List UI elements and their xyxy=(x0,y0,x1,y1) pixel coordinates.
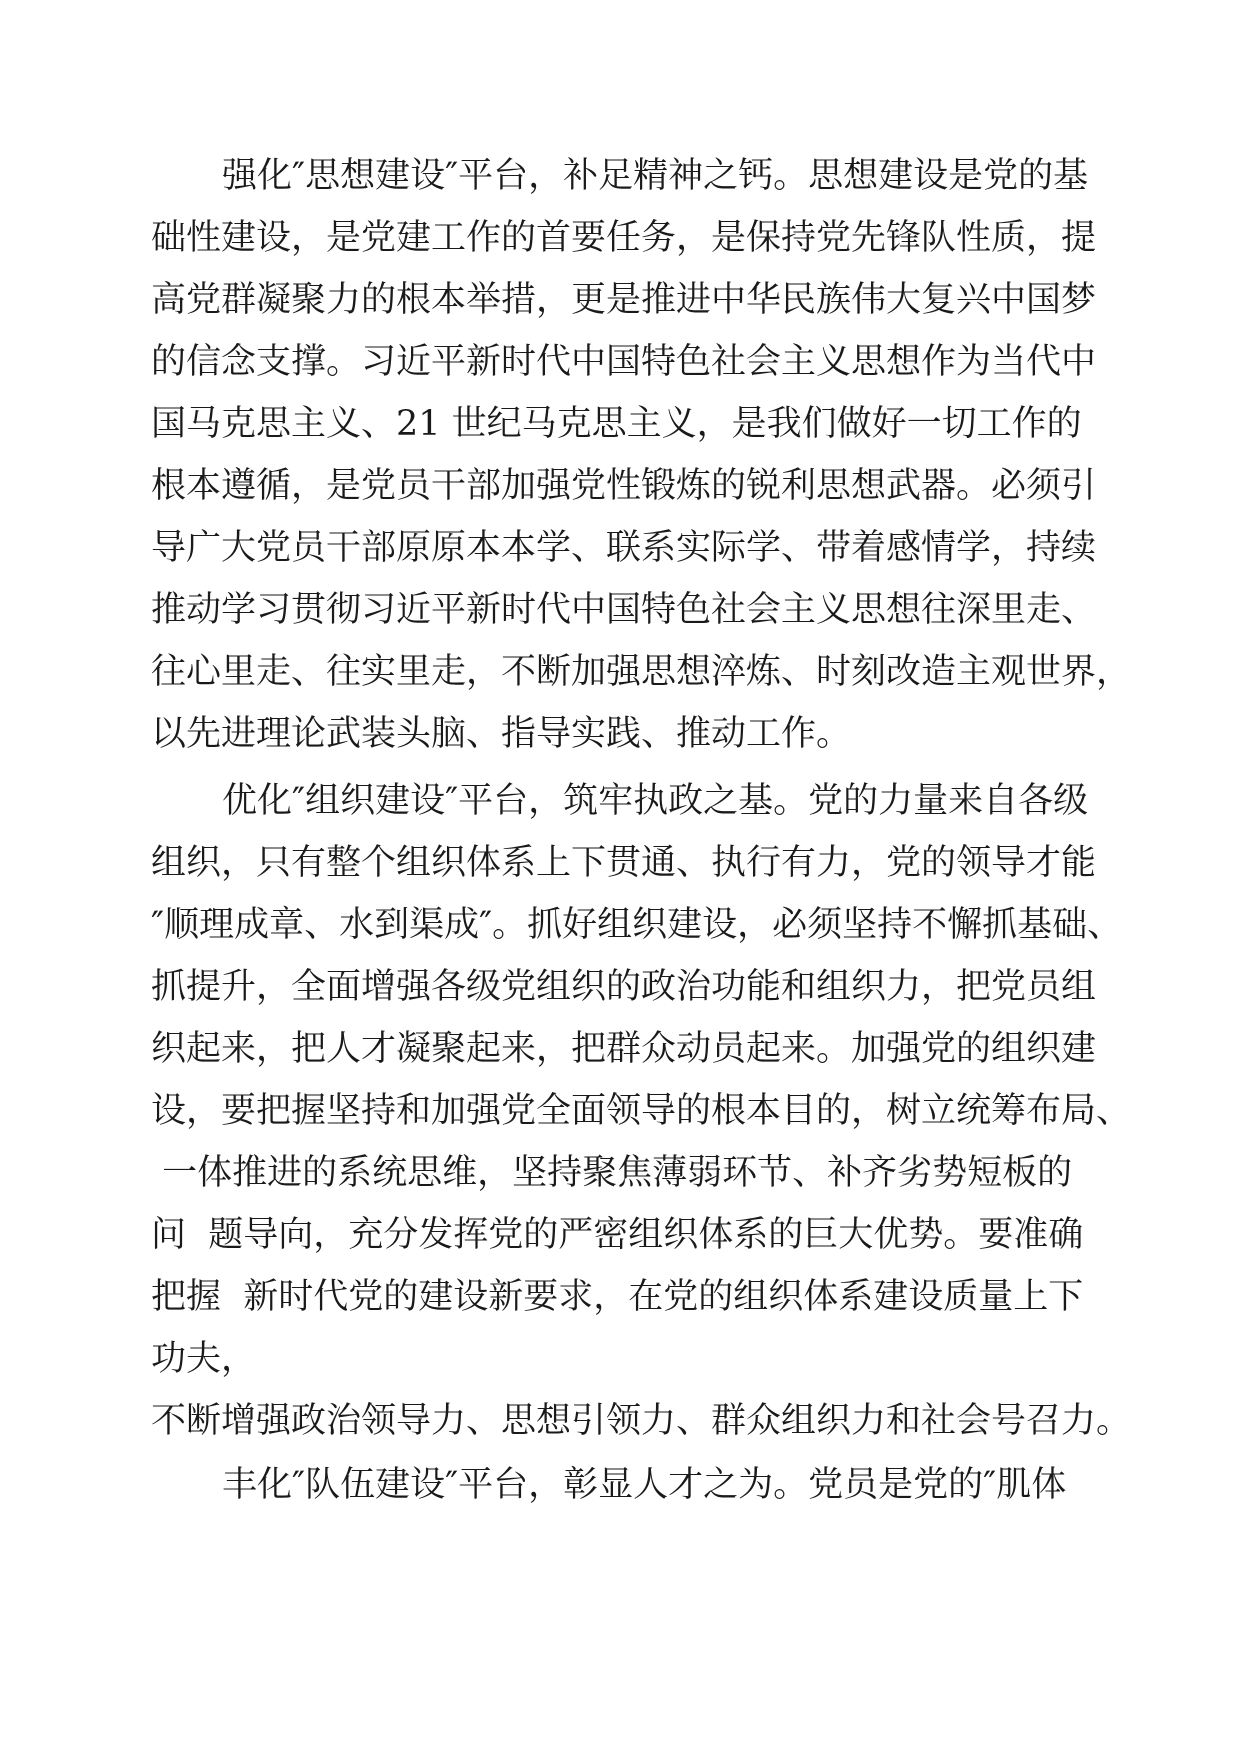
text-line: 础性建设，是党建工作的首要任务，是保持党先锋队性质，提 xyxy=(151,218,1097,258)
text-line: 抓提升，全面增强各级党组织的政治功能和组织力，把党员组 xyxy=(151,967,1097,1007)
text-line: 高党群凝聚力的根本举措，更是推进中华民族伟大复兴中国梦 xyxy=(151,280,1097,320)
text-line: 推动学习贯彻习近平新时代中国特色社会主义思想往深里走、 xyxy=(151,590,1097,630)
text-line: 把握 新时代党的建设新要求，在党的组织体系建设质量上下 xyxy=(151,1277,1084,1317)
text-line: 根本遵循，是党员干部加强党性锻炼的锐利思想武器。必须引 xyxy=(151,466,1097,506)
text-line: 国马克思主义、21 世纪马克思主义，是我们做好一切工作的 xyxy=(151,404,1082,444)
text-line: 一体推进的系统思维，坚持聚焦薄弱环节、补齐劣势短板的 xyxy=(151,1153,1073,1193)
text-line: ″顺理成章、水到渠成″。抓好组织建设，必须坚持不懈抓基础、 xyxy=(151,905,1123,945)
text-line: 功夫， xyxy=(151,1339,257,1379)
text-line: 组织，只有整个组织体系上下贯通、执行有力，党的领导才能 xyxy=(151,843,1097,883)
text-line: 织起来，把人才凝聚起来，把群众动员起来。加强党的组织建 xyxy=(151,1029,1097,1069)
text-line: 丰化″队伍建设″平台，彰显人才之为。党员是党的″肌体 xyxy=(222,1465,1067,1505)
text-line: 以先进理论武装头脑、指导实践、推动工作。 xyxy=(151,714,852,754)
text-line: 往心里走、往实里走，不断加强思想淬炼、时刻改造主观世界， xyxy=(151,652,1132,692)
text-line: 不断增强政治领导力、思想引领力、群众组织力和社会号召力。 xyxy=(151,1401,1132,1441)
text-line: 导广大党员干部原原本本学、联系实际学、带着感情学，持续 xyxy=(151,528,1097,568)
text-line: 设，要把握坚持和加强党全面领导的根本目的，树立统筹布局、 xyxy=(151,1091,1132,1131)
text-line: 优化″组织建设″平台，筑牢执政之基。党的力量来自各级 xyxy=(222,781,1089,821)
text-line: 的信念支撑。习近平新时代中国特色社会主义思想作为当代中 xyxy=(151,342,1097,382)
text-line: 问 题导向，充分发挥党的严密组织体系的巨大优势。要准确 xyxy=(151,1215,1084,1255)
text-line: 强化″思想建设″平台，补足精神之钙。思想建设是党的基 xyxy=(222,156,1089,196)
